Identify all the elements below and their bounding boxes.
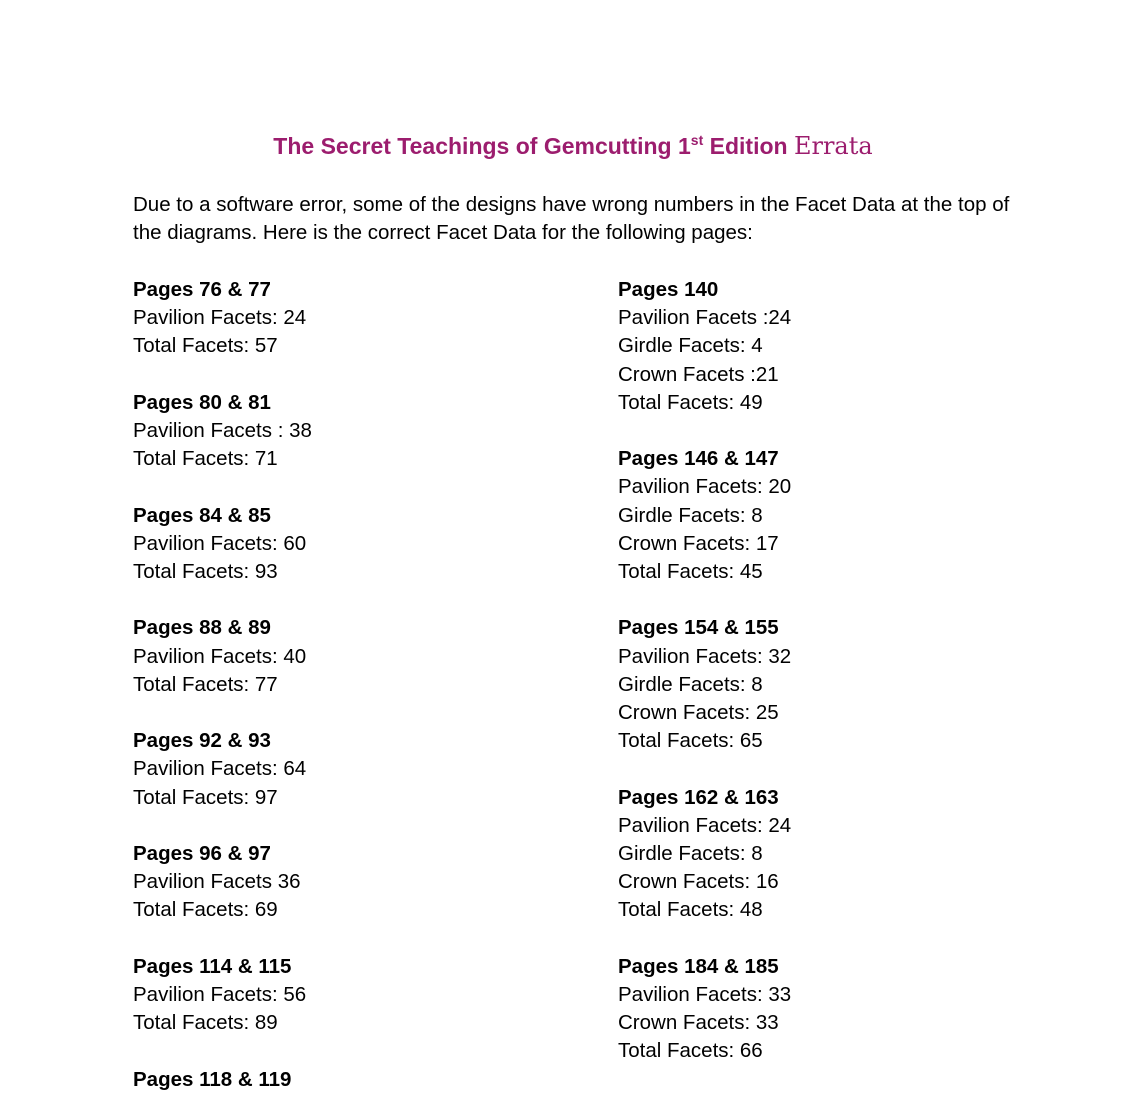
entry-heading: Pages 80 & 81 <box>133 390 271 414</box>
facet-line: Total Facets: 89 <box>133 1011 278 1035</box>
errata-entry <box>618 614 1078 755</box>
entry-heading: Pages 76 & 77 <box>133 278 271 301</box>
facet-line: Total Facets: 48 <box>618 898 763 922</box>
right-column <box>618 276 1078 1066</box>
facet-line: Girdle Facets: 4 <box>618 334 763 358</box>
facet-line: Girdle Facets: 8 <box>618 503 763 527</box>
errata-entry <box>133 840 593 925</box>
entry-heading: Pages 154 & 155 <box>618 616 779 640</box>
entry-heading: Pages 140 <box>618 278 719 301</box>
facet-line: Crown Facets: 16 <box>618 870 779 894</box>
facet-line: Crown Facets: 25 <box>618 701 779 725</box>
facet-line: Pavilion Facets: 20 <box>618 475 792 499</box>
entry-heading: Pages 184 & 185 <box>618 954 779 978</box>
title-errata: Errata <box>793 132 873 160</box>
entry-heading: Pages 92 & 93 <box>133 729 271 753</box>
errata-entry <box>133 276 593 361</box>
facet-line: Pavilion Facets : 38 <box>133 419 312 442</box>
title-superscript: st <box>690 132 704 148</box>
entry-heading: Pages 146 & 147 <box>618 447 779 471</box>
facet-line: Pavilion Facets: 64 <box>133 757 307 781</box>
errata-entry <box>618 784 1078 925</box>
facet-line: Pavilion Facets: 32 <box>618 644 792 668</box>
entry-heading: Pages 114 & 115 <box>133 954 292 978</box>
left-column <box>133 276 593 1094</box>
facet-line: Crown Facets: 17 <box>618 531 779 555</box>
facet-line: Girdle Facets: 8 <box>618 842 763 866</box>
errata-entry <box>133 389 593 474</box>
errata-entry <box>133 502 593 587</box>
errata-entry <box>133 614 593 699</box>
facet-line: Total Facets: 45 <box>618 560 763 584</box>
errata-entry <box>133 727 593 812</box>
facet-line: Pavilion Facets :24 <box>618 306 792 330</box>
errata-entry <box>618 276 1078 417</box>
facet-line: Total Facets: 57 <box>133 334 278 358</box>
facet-line: Pavilion Facets: 24 <box>133 306 307 330</box>
entry-heading: Pages 162 & 163 <box>618 785 779 809</box>
facet-line: Pavilion Facets: 40 <box>133 644 307 668</box>
entry-heading: Pages 96 & 97 <box>133 841 271 865</box>
facet-line: Pavilion Facets: 60 <box>133 531 307 555</box>
facet-line: Pavilion Facets: 24 <box>618 813 792 837</box>
errata-entry <box>133 953 593 1038</box>
facet-line: Girdle Facets: 8 <box>618 672 763 696</box>
facet-line: Total Facets: 66 <box>618 1039 763 1063</box>
document-title <box>0 132 1146 160</box>
facet-line: Crown Facets: 33 <box>618 1011 779 1035</box>
errata-entry <box>618 445 1078 586</box>
facet-line: Total Facets: 69 <box>133 898 278 922</box>
errata-entry <box>133 1066 593 1094</box>
title-edition: Edition <box>703 133 794 159</box>
intro-paragraph: Due to a software error, some of the designs have wrong numbers in the Facet Data at the top of the diagrams. Here is the correct Facet Data for the following pages: <box>133 193 1010 245</box>
entry-heading: Pages 88 & 89 <box>133 616 271 640</box>
facet-line: Total Facets: 71 <box>133 447 278 471</box>
facet-line: Pavilion Facets 36 <box>133 870 301 894</box>
facet-line: Pavilion Facets: 33 <box>618 983 792 1007</box>
facet-line: Total Facets: 65 <box>618 729 763 753</box>
facet-line: Total Facets: 93 <box>133 560 278 583</box>
entry-heading: Pages 84 & 85 <box>133 503 271 527</box>
facet-line: Crown Facets :21 <box>618 362 779 386</box>
facet-line: Total Facets: 97 <box>133 785 278 809</box>
facet-line: Total Facets: 77 <box>133 672 278 696</box>
facet-line: Pavilion Facets: 56 <box>133 982 307 1006</box>
entry-heading: Pages 118 & 119 <box>133 1067 292 1091</box>
facet-line: Total Facets: 49 <box>618 390 763 414</box>
errata-entry <box>618 953 1078 1066</box>
title-main: The Secret Teachings of Gemcutting 1 <box>273 133 691 159</box>
